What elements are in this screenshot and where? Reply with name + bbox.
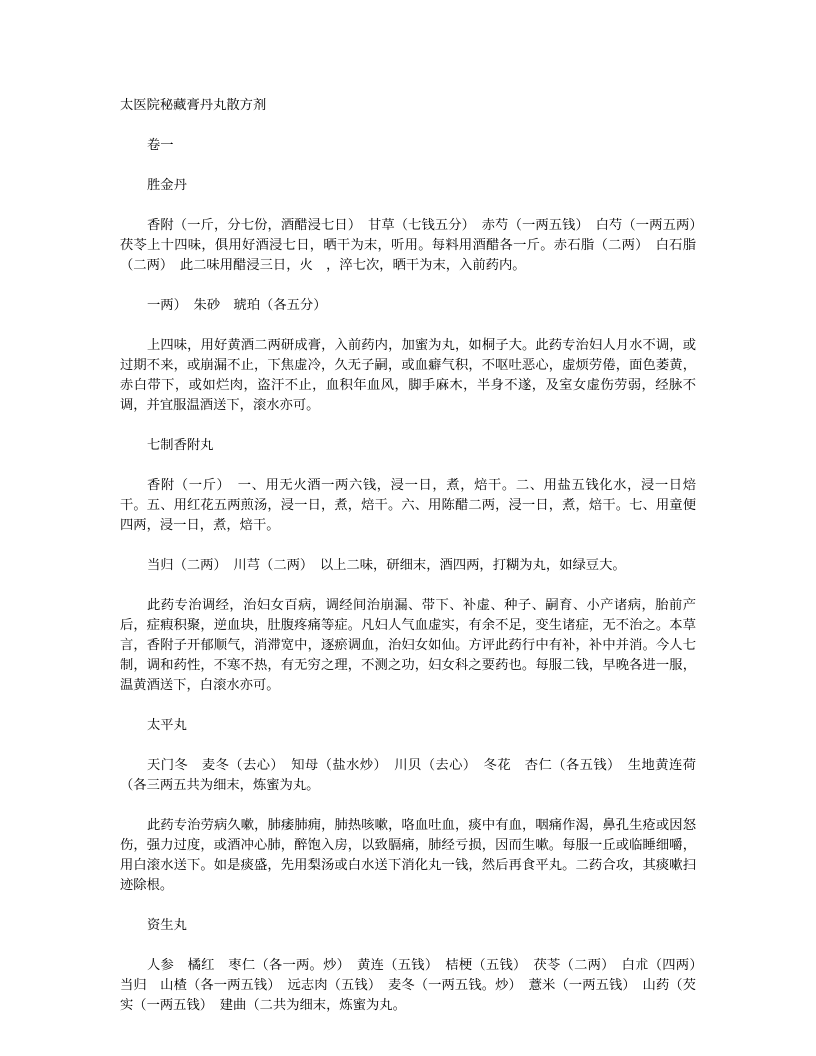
section-zisheng-wan xyxy=(120,916,710,1016)
document-title: 太医院秘藏膏丹丸散方剂 xyxy=(120,98,267,113)
section-paragraph: 当归（二两） 川芎（二两） 以上二味，研细末，酒四两，打糊为丸，如绿豆大。 xyxy=(147,558,626,573)
section-heading: 资生丸 xyxy=(147,918,187,933)
volume-heading: 卷一 xyxy=(147,138,174,153)
section-paragraph: 一两） 朱砂 琥珀（各五分） xyxy=(147,298,327,313)
section-paragraph: 人参 橘红 枣仁（各一两。炒） 黄连（五钱） 桔梗（五钱） 茯苓（二两） 白朮（四两） 当归 山楂（各一两五钱） 远志肉（五钱） 麦冬（一两五钱。炒） 薏米（一两五钱） 山药（芡实（一两五钱） 建曲（二共为细末，炼蜜为丸。 xyxy=(120,958,710,1013)
section-paragraph: 上四味，用好黄酒二两研成膏，入前药内，加蜜为丸，如桐子大。此药专治妇人月水不调，或过期不来，或崩漏不止，下焦虚冷，久无子嗣，或血癖气积，不呕吐恶心，虚烦劳倦，面色萎黄，赤白带下，或如烂肉，盗汗不止，血积年血风，脚手麻木，半身不遂，及室女虚伤劳弱，经脉不调，并宜服温酒送下，滚水亦可。 xyxy=(120,338,696,413)
section-paragraph: 天门冬 麦冬（去心） 知母（盐水炒） 川贝（去心） 冬花 杏仁（各五钱） 生地黄连荷（各三两五共为细末，炼蜜为丸。 xyxy=(120,758,696,793)
section-paragraph: 香附（一斤） 一、用无火酒一两六钱，浸一日，煮，焙干。二、用盐五钱化水，浸一日焙干。五、用红花五两煎汤，浸一日，煮，焙干。六、用陈醋二两，浸一日，煮，焙干。七、用童便四两，浸一日，煮，焙干。 xyxy=(120,478,696,533)
section-paragraph: 香附（一斤，分七份，酒醋浸七日） 甘草（七钱五分） 赤芍（一两五钱） 白芍（一两五两） 茯苓上十四味，俱用好酒浸七日，晒干为末，听用。每料用酒醋各一斤。赤石脂（二两） 白石脂（二两） 此二味用醋浸三日，火 ，淬七次，晒干为末，入前药内。 xyxy=(120,218,710,273)
section-heading: 胜金丹 xyxy=(147,178,187,193)
document-page xyxy=(120,96,710,1036)
section-taiping-wan xyxy=(120,716,696,896)
section-shengjin-dan xyxy=(120,176,710,416)
section-paragraph: 此药专治劳病久嗽，肺痿肺痈，肺热咳嗽，咯血吐血，痰中有血，咽痛作渴，鼻孔生疮或因怒伤，强力过度，或酒冲心肺，醉饱入房，以致膈痛，肺经亏损，因而生嗽。每服一丘或临睡细嚼，用白滚水送下。如是痰盛，先用梨汤或白水送下消化丸一钱，然后再食平丸。二药合攻，其痰嗽扫迹除根。 xyxy=(120,818,696,893)
section-qizhi-xiangfu-wan xyxy=(120,436,696,696)
section-heading: 太平丸 xyxy=(147,718,187,733)
section-heading: 七制香附丸 xyxy=(147,438,214,453)
section-paragraph: 此药专治调经，治妇女百病，调经间治崩漏、带下、补虚、种子、嗣育、小产诸病，胎前产后，症瘕积聚，逆血块，肚腹疼痛等症。凡妇人气血虚实，有余不足，变生诸症，无不治之。本草言，香附子开郁顺气，消滞宽中，逐瘀调血，治妇女如仙。方评此药行中有补，补中并消。今人七制，调和药性，不寒不热，有无穷之理，不测之功，妇女科之要药也。每服二钱，早晚各进一服，温黄酒送下，白滚水亦可。 xyxy=(120,598,696,693)
